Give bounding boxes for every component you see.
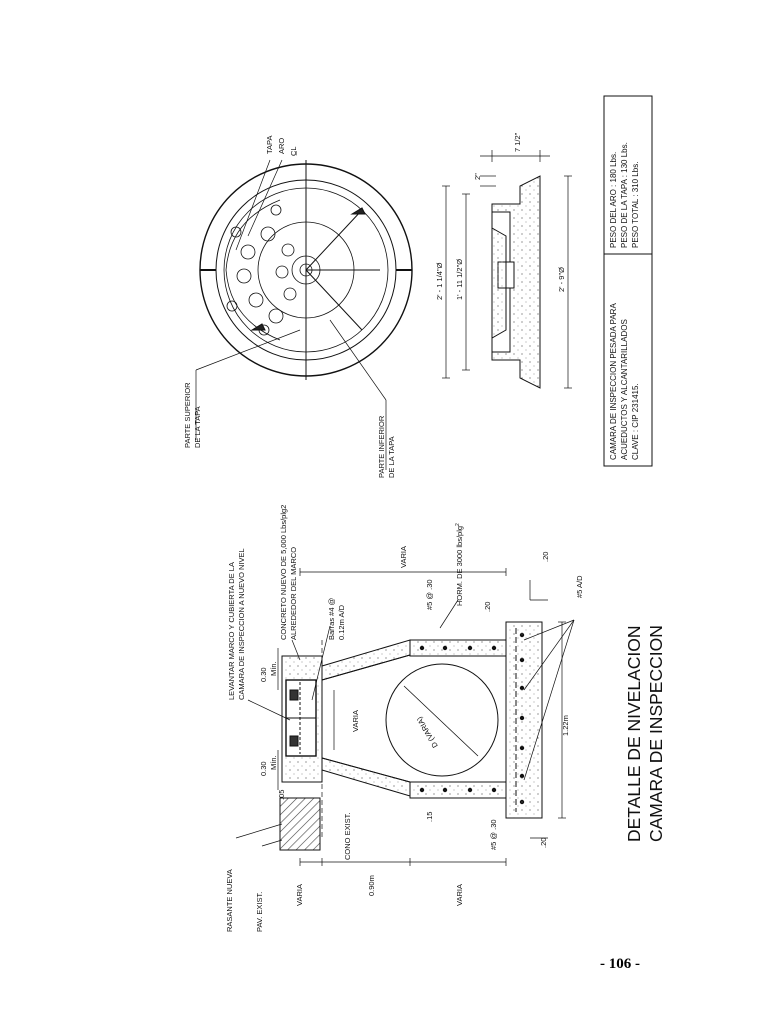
dim-20-c: .20	[539, 837, 548, 848]
pav-exist-label: PAV. EXIST.	[255, 891, 264, 932]
dim-15: .15	[425, 811, 434, 822]
varia-dim-4: VARIA	[399, 546, 408, 568]
info-left-3: CLAVE : CIP 231415.	[631, 383, 640, 460]
title-line-2: CAMARA DE INSPECCION	[646, 625, 666, 842]
parte-superior-1: PARTE SUPERIOR	[183, 382, 192, 448]
bars-left-label: #5 @ .30	[489, 819, 498, 850]
concreto-line-1: CONCRETO NUEVO DE 5,000 Lbs/plg2	[279, 504, 288, 640]
cl-label: C̲L	[289, 146, 298, 156]
cono-exist-label: CONO EXIST.	[343, 812, 352, 860]
pipe-circle	[386, 664, 498, 776]
info-right-1: PESO DEL ARO : 180 Lbs.	[609, 151, 618, 248]
title-line-1: DETALLE DE NIVELACION	[624, 625, 644, 842]
cover-plan-view	[200, 160, 412, 380]
dim-05: .05	[277, 789, 286, 800]
info-left-2: ACUEDUCTOS Y ALCANTARILLADOS	[620, 319, 629, 460]
title-block	[624, 625, 666, 842]
barras-line-2: 0.12m A/D	[337, 604, 346, 640]
varia-dim-1: VARIA	[295, 884, 304, 906]
bars-ad-label: #5 A/D	[575, 575, 584, 598]
dim-1-11: 1' - 11 1/2"Ø	[455, 258, 464, 300]
levantar-line-1: LEVANTAR MARCO Y CUBIERTA DE LA	[227, 562, 236, 700]
barrel-wall-left	[410, 782, 506, 798]
min-a: Mín.	[269, 755, 278, 770]
dim-090: 0.90m	[367, 875, 376, 896]
parte-inferior-2: DE LA TAPA	[387, 436, 396, 478]
dim-20-a: .20	[483, 601, 492, 612]
levantar-line-2: CAMARA DE INSPECCION A NUEVO NIVEL	[237, 548, 246, 700]
dim-122: 1.22m	[561, 715, 570, 736]
info-box	[604, 96, 652, 466]
info-left-1: CAMARA DE INSPECCION PESADA PARA	[609, 303, 618, 460]
rasante-label: RASANTE NUEVA	[225, 869, 234, 932]
info-right-3: PESO TOTAL : 310 Lbs.	[631, 161, 640, 248]
info-right-2: PESO DE LA TAPA : 130 Lbs.	[620, 142, 629, 248]
dim-20-b: .20	[541, 551, 550, 562]
base-slab	[506, 622, 542, 818]
concreto-line-2: ALREDEDOR DEL MARCO	[289, 546, 298, 640]
dim-2-9: 2' - 9"Ø	[557, 267, 566, 292]
dim-small: 2"	[473, 173, 482, 180]
barrel-wall-right	[410, 640, 506, 656]
diameter-label: D (VARIA)	[414, 715, 440, 750]
min-b: Mín.	[269, 661, 278, 676]
parte-superior-2: DE LA TAPA	[193, 406, 202, 448]
page-number: - 106 -	[600, 956, 640, 972]
dim-030-a: 0.30	[259, 761, 268, 776]
varia-dim-2: VARIA	[455, 884, 464, 906]
pavement-hatch	[280, 798, 320, 850]
dim-2-1-4: 2' - 1 1/4"Ø	[435, 262, 444, 300]
dim-7-5: 7 1/2"	[513, 132, 522, 152]
dim-030-b: 0.30	[259, 667, 268, 682]
varia-dim-3: VARIA	[351, 710, 360, 732]
barras-line-1: Barras #4 @	[327, 597, 336, 640]
horm-label: HORM. DE 3000 lbs/plg$^2$	[455, 523, 464, 606]
existing-cone	[322, 640, 410, 680]
bars-right-label: #5 @ .30	[425, 579, 434, 610]
parte-inferior-1: PARTE INFERIOR	[377, 415, 386, 478]
tapa-label: TAPA	[265, 135, 274, 154]
aro-label: ARO	[277, 137, 286, 154]
